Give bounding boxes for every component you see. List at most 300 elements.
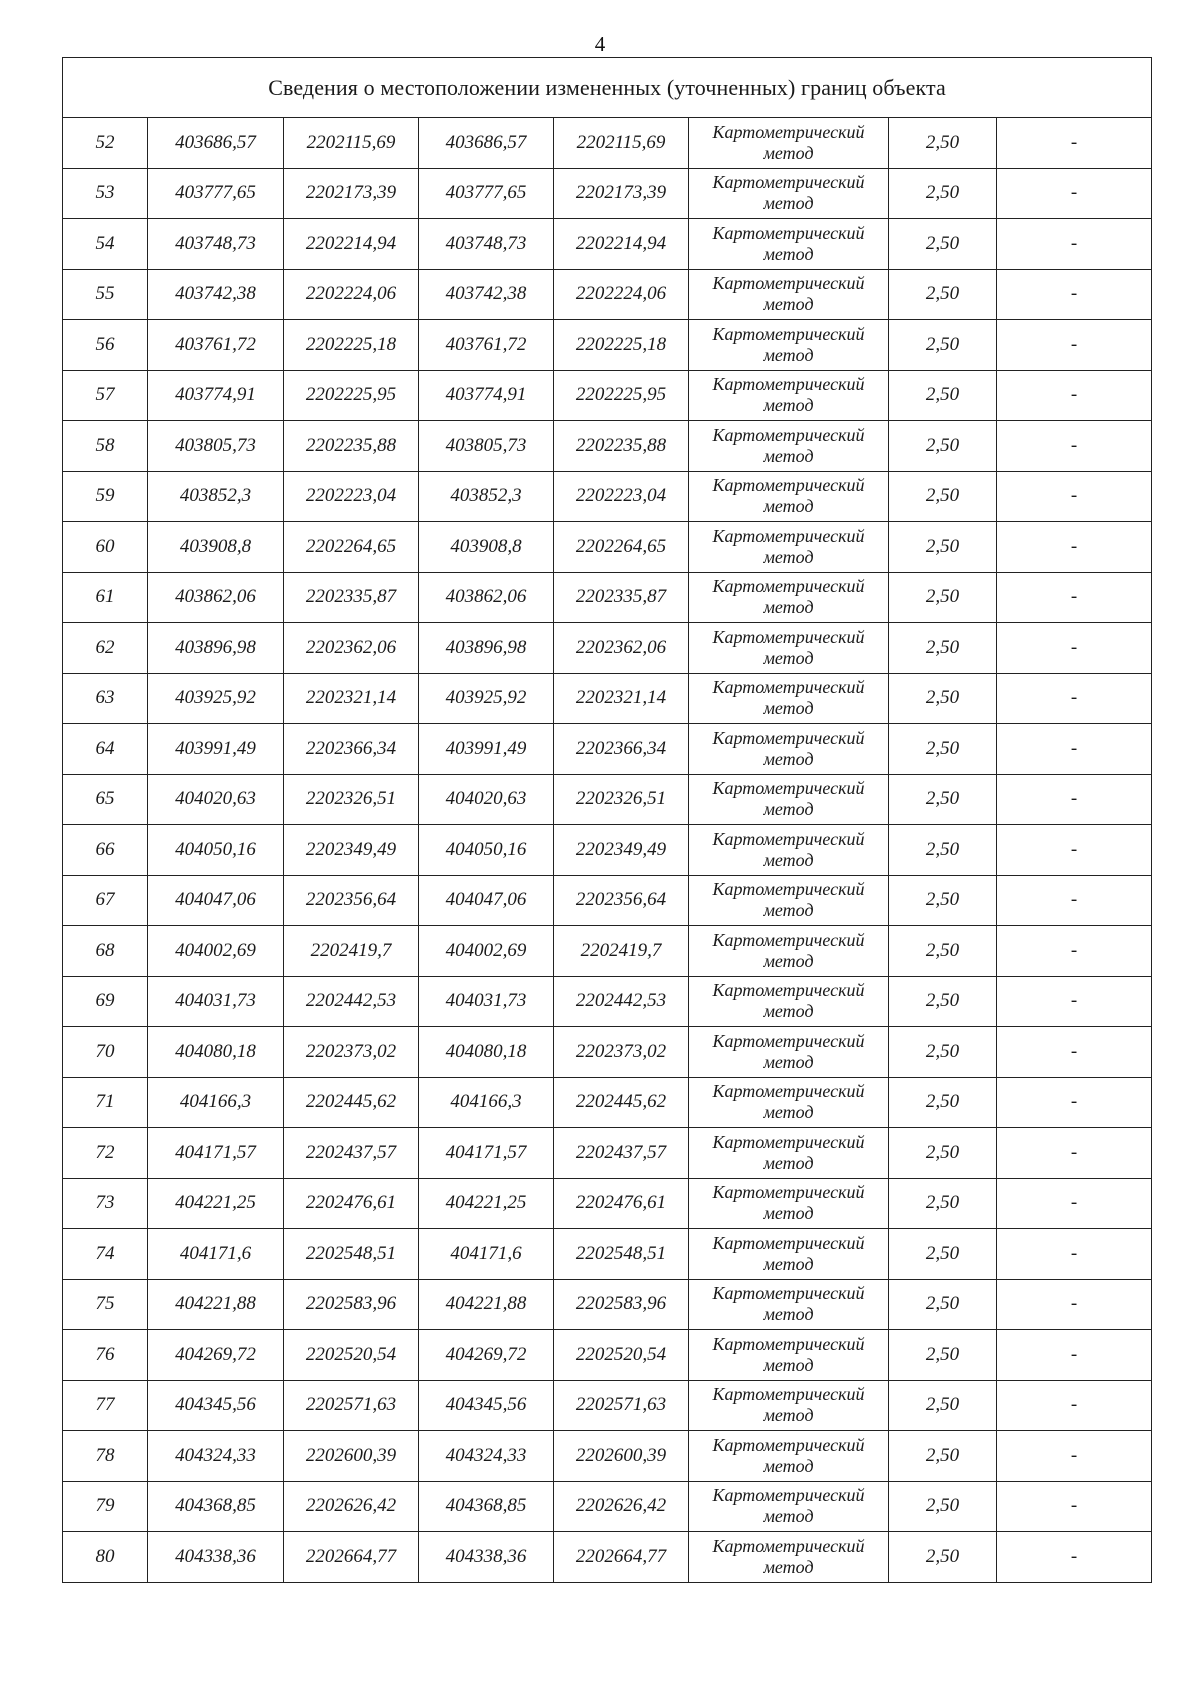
existing-y-cell: 2202223,04 (284, 471, 419, 522)
table-row (63, 825, 1152, 876)
method-line-2: метод (763, 142, 814, 163)
method-cell (689, 724, 889, 775)
accuracy-cell: 2,50 (889, 1229, 997, 1280)
note-cell: - (997, 370, 1152, 421)
accuracy-cell: 2,50 (889, 1128, 997, 1179)
method-cell (689, 269, 889, 320)
accuracy-cell: 2,50 (889, 1431, 997, 1482)
refined-y-cell: 2202224,06 (554, 269, 689, 320)
point-number: 70 (63, 1027, 148, 1078)
existing-x-cell: 404338,36 (148, 1532, 284, 1583)
accuracy-cell: 2,50 (889, 269, 997, 320)
existing-y-cell: 2202356,64 (284, 875, 419, 926)
note-cell: - (997, 421, 1152, 472)
method-line-1: Картометрический (712, 626, 865, 647)
note-cell: - (997, 875, 1152, 926)
refined-y-cell: 2202366,34 (554, 724, 689, 775)
note-cell: - (997, 1279, 1152, 1330)
existing-x-cell: 403862,06 (148, 572, 284, 623)
refined-y-cell: 2202326,51 (554, 774, 689, 825)
accuracy-cell: 2,50 (889, 926, 997, 977)
table-row (63, 219, 1152, 270)
existing-x-cell: 403748,73 (148, 219, 284, 270)
table-row (63, 1380, 1152, 1431)
accuracy-cell: 2,50 (889, 1279, 997, 1330)
existing-y-cell: 2202419,7 (284, 926, 419, 977)
note-cell: - (997, 1532, 1152, 1583)
point-number: 61 (63, 572, 148, 623)
existing-x-cell: 404002,69 (148, 926, 284, 977)
method-cell (689, 926, 889, 977)
method-line-1: Картометрический (712, 1131, 865, 1152)
point-number: 60 (63, 522, 148, 573)
note-cell: - (997, 1128, 1152, 1179)
point-number: 53 (63, 168, 148, 219)
accuracy-cell: 2,50 (889, 1481, 997, 1532)
method-line-2: метод (763, 1455, 814, 1476)
existing-y-cell: 2202600,39 (284, 1431, 419, 1482)
refined-y-cell: 2202419,7 (554, 926, 689, 977)
method-line-1: Картометрический (712, 727, 865, 748)
point-number: 64 (63, 724, 148, 775)
existing-x-cell: 403742,38 (148, 269, 284, 320)
method-cell (689, 1128, 889, 1179)
method-line-2: метод (763, 900, 814, 921)
method-line-1: Картометрический (712, 121, 865, 142)
method-line-1: Картометрический (712, 980, 865, 1001)
method-cell (689, 421, 889, 472)
table-row (63, 1330, 1152, 1381)
refined-x-cell: 404047,06 (419, 875, 554, 926)
method-line-1: Картометрический (712, 1182, 865, 1203)
method-cell (689, 1481, 889, 1532)
method-line-2: метод (763, 950, 814, 971)
method-line-2: метод (763, 698, 814, 719)
existing-y-cell: 2202445,62 (284, 1077, 419, 1128)
refined-x-cell: 404031,73 (419, 976, 554, 1027)
note-cell: - (997, 320, 1152, 371)
note-cell: - (997, 168, 1152, 219)
table-row (63, 522, 1152, 573)
table-row (63, 926, 1152, 977)
existing-x-cell: 404221,25 (148, 1178, 284, 1229)
table-row (63, 168, 1152, 219)
point-number: 72 (63, 1128, 148, 1179)
existing-x-cell: 404345,56 (148, 1380, 284, 1431)
existing-y-cell: 2202349,49 (284, 825, 419, 876)
method-line-1: Картометрический (712, 424, 865, 445)
note-cell: - (997, 522, 1152, 573)
existing-x-cell: 404050,16 (148, 825, 284, 876)
existing-y-cell: 2202264,65 (284, 522, 419, 573)
method-line-1: Картометрический (712, 1434, 865, 1455)
refined-y-cell: 2202583,96 (554, 1279, 689, 1330)
method-line-1: Картометрический (712, 828, 865, 849)
table-row (63, 1128, 1152, 1179)
existing-x-cell: 404324,33 (148, 1431, 284, 1482)
existing-y-cell: 2202664,77 (284, 1532, 419, 1583)
existing-x-cell: 403777,65 (148, 168, 284, 219)
table-row (63, 1532, 1152, 1583)
refined-y-cell: 2202356,64 (554, 875, 689, 926)
method-cell (689, 118, 889, 169)
refined-y-cell: 2202214,94 (554, 219, 689, 270)
method-line-2: метод (763, 1102, 814, 1123)
refined-x-cell: 403862,06 (419, 572, 554, 623)
accuracy-cell: 2,50 (889, 774, 997, 825)
refined-x-cell: 404269,72 (419, 1330, 554, 1381)
note-cell: - (997, 724, 1152, 775)
refined-x-cell: 403748,73 (419, 219, 554, 270)
refined-y-cell: 2202520,54 (554, 1330, 689, 1381)
method-cell (689, 1027, 889, 1078)
method-line-1: Картометрический (712, 172, 865, 193)
point-number: 55 (63, 269, 148, 320)
point-number: 56 (63, 320, 148, 371)
note-cell: - (997, 1027, 1152, 1078)
method-line-2: метод (763, 496, 814, 517)
existing-y-cell: 2202214,94 (284, 219, 419, 270)
refined-y-cell: 2202235,88 (554, 421, 689, 472)
refined-x-cell: 404080,18 (419, 1027, 554, 1078)
existing-y-cell: 2202571,63 (284, 1380, 419, 1431)
method-cell (689, 1330, 889, 1381)
method-line-2: метод (763, 1001, 814, 1022)
note-cell: - (997, 1229, 1152, 1280)
existing-x-cell: 403761,72 (148, 320, 284, 371)
refined-y-cell: 2202548,51 (554, 1229, 689, 1280)
table-row (63, 118, 1152, 169)
method-line-2: метод (763, 597, 814, 618)
accuracy-cell: 2,50 (889, 1330, 997, 1381)
method-line-1: Картометрический (712, 677, 865, 698)
accuracy-cell: 2,50 (889, 421, 997, 472)
refined-x-cell: 404324,33 (419, 1431, 554, 1482)
method-line-2: метод (763, 1405, 814, 1426)
accuracy-cell: 2,50 (889, 1077, 997, 1128)
point-number: 79 (63, 1481, 148, 1532)
method-line-1: Картометрический (712, 273, 865, 294)
existing-y-cell: 2202366,34 (284, 724, 419, 775)
method-cell (689, 1178, 889, 1229)
method-cell (689, 774, 889, 825)
table-row (63, 320, 1152, 371)
point-number: 59 (63, 471, 148, 522)
refined-y-cell: 2202437,57 (554, 1128, 689, 1179)
point-number: 58 (63, 421, 148, 472)
refined-x-cell: 404020,63 (419, 774, 554, 825)
method-cell (689, 572, 889, 623)
refined-y-cell: 2202373,02 (554, 1027, 689, 1078)
refined-y-cell: 2202115,69 (554, 118, 689, 169)
accuracy-cell: 2,50 (889, 825, 997, 876)
note-cell: - (997, 774, 1152, 825)
existing-y-cell: 2202476,61 (284, 1178, 419, 1229)
method-line-2: метод (763, 1354, 814, 1375)
accuracy-cell: 2,50 (889, 572, 997, 623)
note-cell: - (997, 1330, 1152, 1381)
point-number: 66 (63, 825, 148, 876)
note-cell: - (997, 673, 1152, 724)
method-line-1: Картометрический (712, 1283, 865, 1304)
accuracy-cell: 2,50 (889, 724, 997, 775)
existing-x-cell: 403805,73 (148, 421, 284, 472)
refined-x-cell: 404166,3 (419, 1077, 554, 1128)
accuracy-cell: 2,50 (889, 976, 997, 1027)
existing-x-cell: 404221,88 (148, 1279, 284, 1330)
existing-x-cell: 403686,57 (148, 118, 284, 169)
refined-x-cell: 403774,91 (419, 370, 554, 421)
refined-y-cell: 2202321,14 (554, 673, 689, 724)
method-cell (689, 1077, 889, 1128)
note-cell: - (997, 269, 1152, 320)
method-line-1: Картометрический (712, 1081, 865, 1102)
point-number: 52 (63, 118, 148, 169)
method-line-1: Картометрический (712, 1485, 865, 1506)
table-title-row (63, 58, 1152, 118)
accuracy-cell: 2,50 (889, 1380, 997, 1431)
existing-y-cell: 2202362,06 (284, 623, 419, 674)
method-line-1: Картометрический (712, 1030, 865, 1051)
refined-y-cell: 2202445,62 (554, 1077, 689, 1128)
existing-x-cell: 403908,8 (148, 522, 284, 573)
point-number: 71 (63, 1077, 148, 1128)
method-line-1: Картометрический (712, 1535, 865, 1556)
note-cell: - (997, 1178, 1152, 1229)
refined-y-cell: 2202335,87 (554, 572, 689, 623)
method-line-1: Картометрический (712, 475, 865, 496)
existing-y-cell: 2202583,96 (284, 1279, 419, 1330)
point-number: 77 (63, 1380, 148, 1431)
method-line-2: метод (763, 748, 814, 769)
existing-x-cell: 404269,72 (148, 1330, 284, 1381)
existing-x-cell: 404020,63 (148, 774, 284, 825)
method-cell (689, 219, 889, 270)
method-line-2: метод (763, 1304, 814, 1325)
refined-x-cell: 404171,57 (419, 1128, 554, 1179)
note-cell: - (997, 471, 1152, 522)
refined-y-cell: 2202442,53 (554, 976, 689, 1027)
refined-x-cell: 403925,92 (419, 673, 554, 724)
method-line-2: метод (763, 647, 814, 668)
method-cell (689, 1229, 889, 1280)
method-cell (689, 370, 889, 421)
table-row (63, 1178, 1152, 1229)
method-cell (689, 1279, 889, 1330)
method-line-2: метод (763, 1506, 814, 1527)
existing-x-cell: 404047,06 (148, 875, 284, 926)
method-line-1: Картометрический (712, 1333, 865, 1354)
method-cell (689, 623, 889, 674)
existing-y-cell: 2202224,06 (284, 269, 419, 320)
table-row (63, 875, 1152, 926)
point-number: 75 (63, 1279, 148, 1330)
method-cell (689, 471, 889, 522)
method-line-1: Картометрический (712, 374, 865, 395)
page-number: 4 (594, 32, 606, 56)
method-line-2: метод (763, 395, 814, 416)
refined-x-cell: 403777,65 (419, 168, 554, 219)
method-line-2: метод (763, 799, 814, 820)
refined-x-cell: 403805,73 (419, 421, 554, 472)
table-row (63, 1279, 1152, 1330)
accuracy-cell: 2,50 (889, 1532, 997, 1583)
method-cell (689, 673, 889, 724)
table-row (63, 421, 1152, 472)
existing-y-cell: 2202326,51 (284, 774, 419, 825)
refined-y-cell: 2202664,77 (554, 1532, 689, 1583)
point-number: 74 (63, 1229, 148, 1280)
note-cell: - (997, 572, 1152, 623)
refined-x-cell: 403761,72 (419, 320, 554, 371)
existing-x-cell: 403774,91 (148, 370, 284, 421)
refined-y-cell: 2202264,65 (554, 522, 689, 573)
existing-y-cell: 2202115,69 (284, 118, 419, 169)
refined-y-cell: 2202571,63 (554, 1380, 689, 1431)
note-cell: - (997, 118, 1152, 169)
table-row (63, 1229, 1152, 1280)
method-line-1: Картометрический (712, 576, 865, 597)
note-cell: - (997, 623, 1152, 674)
existing-y-cell: 2202373,02 (284, 1027, 419, 1078)
table-row (63, 976, 1152, 1027)
accuracy-cell: 2,50 (889, 673, 997, 724)
accuracy-cell: 2,50 (889, 1178, 997, 1229)
method-line-2: метод (763, 193, 814, 214)
refined-y-cell: 2202173,39 (554, 168, 689, 219)
existing-x-cell: 404166,3 (148, 1077, 284, 1128)
refined-x-cell: 403852,3 (419, 471, 554, 522)
existing-x-cell: 403925,92 (148, 673, 284, 724)
accuracy-cell: 2,50 (889, 471, 997, 522)
refined-x-cell: 404050,16 (419, 825, 554, 876)
method-cell (689, 1380, 889, 1431)
accuracy-cell: 2,50 (889, 320, 997, 371)
refined-y-cell: 2202626,42 (554, 1481, 689, 1532)
refined-y-cell: 2202223,04 (554, 471, 689, 522)
point-number: 57 (63, 370, 148, 421)
table-row (63, 370, 1152, 421)
table-row (63, 724, 1152, 775)
point-number: 76 (63, 1330, 148, 1381)
existing-x-cell: 403991,49 (148, 724, 284, 775)
refined-x-cell: 403742,38 (419, 269, 554, 320)
existing-x-cell: 404080,18 (148, 1027, 284, 1078)
method-line-2: метод (763, 1203, 814, 1224)
accuracy-cell: 2,50 (889, 1027, 997, 1078)
point-number: 67 (63, 875, 148, 926)
method-line-1: Картометрический (712, 929, 865, 950)
method-line-2: метод (763, 1051, 814, 1072)
note-cell: - (997, 1481, 1152, 1532)
method-cell (689, 320, 889, 371)
existing-y-cell: 2202437,57 (284, 1128, 419, 1179)
method-line-2: метод (763, 1152, 814, 1173)
existing-y-cell: 2202225,95 (284, 370, 419, 421)
existing-x-cell: 403852,3 (148, 471, 284, 522)
accuracy-cell: 2,50 (889, 219, 997, 270)
refined-y-cell: 2202225,95 (554, 370, 689, 421)
method-line-1: Картометрический (712, 879, 865, 900)
point-number: 63 (63, 673, 148, 724)
method-line-2: метод (763, 546, 814, 567)
table-row (63, 269, 1152, 320)
table-title: Сведения о местоположении измененных (уточненных) границ объекта (63, 58, 1152, 118)
point-number: 80 (63, 1532, 148, 1583)
note-cell: - (997, 1077, 1152, 1128)
accuracy-cell: 2,50 (889, 875, 997, 926)
point-number: 69 (63, 976, 148, 1027)
refined-x-cell: 403991,49 (419, 724, 554, 775)
boundary-coordinates-table (62, 57, 1152, 1583)
note-cell: - (997, 825, 1152, 876)
existing-y-cell: 2202442,53 (284, 976, 419, 1027)
accuracy-cell: 2,50 (889, 623, 997, 674)
existing-y-cell: 2202173,39 (284, 168, 419, 219)
accuracy-cell: 2,50 (889, 522, 997, 573)
method-line-1: Картометрический (712, 1232, 865, 1253)
point-number: 65 (63, 774, 148, 825)
refined-y-cell: 2202362,06 (554, 623, 689, 674)
method-line-1: Картометрический (712, 323, 865, 344)
table-row (63, 572, 1152, 623)
method-line-1: Картометрический (712, 525, 865, 546)
note-cell: - (997, 926, 1152, 977)
method-line-2: метод (763, 294, 814, 315)
table-row (63, 623, 1152, 674)
refined-x-cell: 404368,85 (419, 1481, 554, 1532)
method-line-2: метод (763, 344, 814, 365)
existing-x-cell: 404171,57 (148, 1128, 284, 1179)
point-number: 73 (63, 1178, 148, 1229)
point-number: 54 (63, 219, 148, 270)
refined-x-cell: 404221,88 (419, 1279, 554, 1330)
existing-y-cell: 2202626,42 (284, 1481, 419, 1532)
refined-x-cell: 403686,57 (419, 118, 554, 169)
refined-y-cell: 2202476,61 (554, 1178, 689, 1229)
method-line-2: метод (763, 849, 814, 870)
accuracy-cell: 2,50 (889, 168, 997, 219)
existing-y-cell: 2202225,18 (284, 320, 419, 371)
table-row (63, 1077, 1152, 1128)
refined-x-cell: 404002,69 (419, 926, 554, 977)
table-row (63, 471, 1152, 522)
table-row (63, 673, 1152, 724)
table-row (63, 1431, 1152, 1482)
existing-y-cell: 2202321,14 (284, 673, 419, 724)
point-number: 62 (63, 623, 148, 674)
existing-y-cell: 2202335,87 (284, 572, 419, 623)
table-row (63, 1481, 1152, 1532)
method-line-1: Картометрический (712, 778, 865, 799)
accuracy-cell: 2,50 (889, 118, 997, 169)
point-number: 78 (63, 1431, 148, 1482)
method-cell (689, 1431, 889, 1482)
accuracy-cell: 2,50 (889, 370, 997, 421)
refined-y-cell: 2202225,18 (554, 320, 689, 371)
existing-y-cell: 2202520,54 (284, 1330, 419, 1381)
method-cell (689, 168, 889, 219)
note-cell: - (997, 1431, 1152, 1482)
method-line-2: метод (763, 445, 814, 466)
existing-x-cell: 403896,98 (148, 623, 284, 674)
method-cell (689, 1532, 889, 1583)
existing-y-cell: 2202235,88 (284, 421, 419, 472)
method-cell (689, 825, 889, 876)
existing-y-cell: 2202548,51 (284, 1229, 419, 1280)
refined-y-cell: 2202600,39 (554, 1431, 689, 1482)
note-cell: - (997, 1380, 1152, 1431)
